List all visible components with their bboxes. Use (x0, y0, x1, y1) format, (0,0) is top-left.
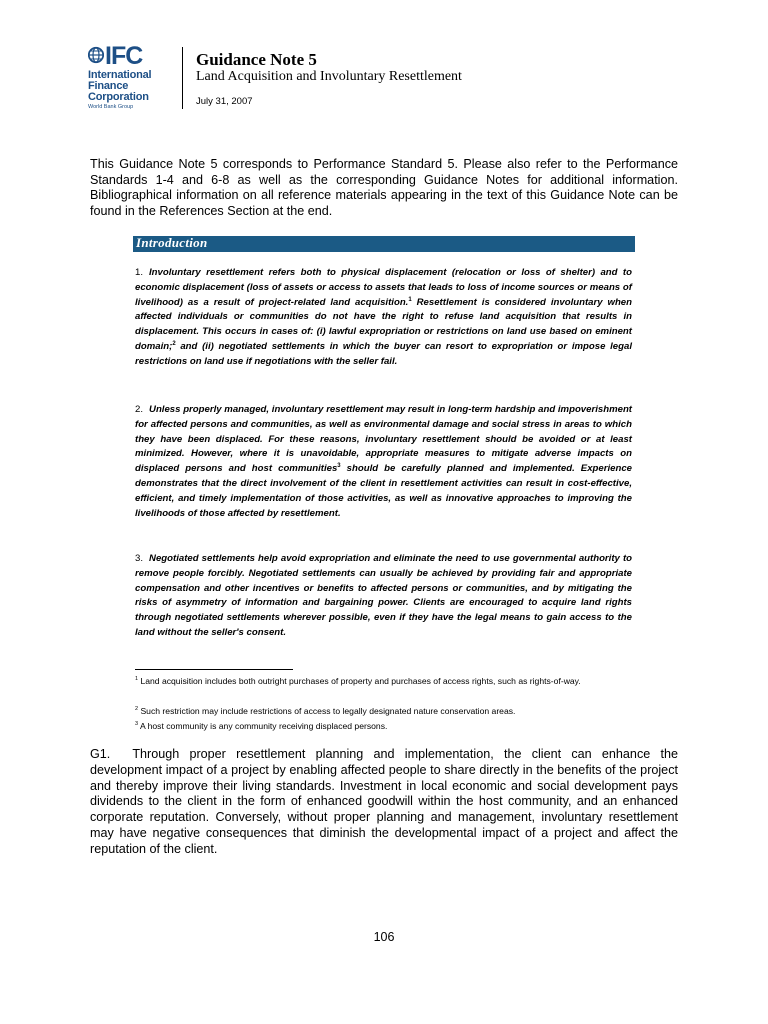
footnote-number: 1 (135, 676, 139, 683)
logo-line-2: Finance (88, 80, 129, 92)
intro-paragraph: This Guidance Note 5 corresponds to Performance Standard 5. Please also refer to the Performance Standards 1-4 and 6-8 as well as the corresponding Guidance Notes for additional information. Bibliographical information on all reference materials appearing in the text of this Guidance Note can be found in the References Section at the end. (90, 157, 678, 218)
logo-subtitle: World Bank Group (88, 104, 134, 110)
document-date: July 31, 2007 (196, 96, 253, 107)
footnote-ref: 3 (337, 463, 341, 469)
paragraph-number: 2. (135, 404, 144, 415)
paragraph-number: 3. (135, 553, 144, 564)
paragraph-number: 1. (135, 267, 144, 278)
ifc-logo (88, 44, 170, 114)
footnote-text: A host community is any community receiving displaced persons. (138, 721, 388, 731)
globe-icon (88, 45, 104, 65)
logo-line-1: International (88, 69, 152, 81)
paragraph-text: should be carefully planned and implemented. Experience demonstrates that the direct involvement of the client in resettlement activities can result in cost-effective, efficient, and timely implementation of those activities, as well as innovative approaches to improving the livelihoods of those affected by resettlement. (135, 463, 632, 519)
paragraph-text: and (ii) negotiated settlements in which the buyer can resort to expropriation or impose legal restrictions on land use if negotiations with the seller fail. (135, 340, 632, 367)
footnote-divider (135, 669, 293, 670)
page-subtitle: Land Acquisition and Involuntary Resettlement (196, 69, 462, 84)
section-title: Introduction (136, 235, 208, 250)
paragraph-text: Involuntary resettlement refers both to physical displacement (relocation or loss of shelter) and to economic displacement (loss of assets or access to assets that leads to loss of income sources or means of livelihood) as a result of project-related land acquisition. (135, 267, 632, 308)
footnote-number: 2 (135, 706, 139, 713)
paragraph-2 (135, 403, 632, 521)
footnote-number: 3 (135, 721, 139, 728)
section-header-bar (133, 236, 635, 252)
paragraph-1 (135, 266, 632, 370)
paragraph-text: Resettlement is considered involuntary when affected individuals or communities do not have the right to refuse land acquisition that results in displacement. This occurs in cases of: (i) lawful expropriation or restrictions on land use based on eminent domain; (135, 296, 632, 352)
footnote-text: Such restriction may include restrictions of access to legally designated nature conservation areas. (138, 706, 516, 716)
paragraph-text: Negotiated settlements help avoid expropriation and eliminate the need to use governmental authority to remove people forcibly. Negotiated settlements can usually be achieved by providing fair and appropriate compensation and other incentives or benefits to affected persons or communities, and by mitigating the risks of asymmetry of information and bargaining power. Clients are encouraged to acquire land rights through negotiated settlements wherever possible, even if they have the legal means to gain access to the land without the seller's consent. (135, 553, 632, 638)
guidance-label: G1. (90, 747, 111, 761)
footnote-2 (135, 703, 635, 719)
header-divider (182, 47, 183, 109)
footnote-1 (135, 673, 635, 689)
footnote-ref: 1 (408, 296, 412, 303)
guidance-paragraph-g1 (90, 747, 678, 858)
guidance-text: Through proper resettlement planning and implementation, the client can enhance the development impact of a project by enabling affected people to share directly in the benefits of the project and thereby improve their living standards. Investment in local economic and social development pays dividends to the client in the form of enhanced goodwill within the host community, and an enhanced corporate reputation. Conversely, without proper planning and management, involuntary resettlement may have negative consequences that diminish the developmental impact of a project and affect the reputation of the client. (90, 747, 678, 856)
footnote-text: Land acquisition includes both outright purchases of property and purchases of access rights, such as rights-of-way. (138, 676, 581, 686)
paragraph-3 (135, 552, 632, 641)
logo-mark-text: IFC (105, 42, 143, 70)
document-header (88, 44, 688, 114)
footnote-ref: 2 (172, 340, 176, 347)
page-number: 106 (373, 930, 395, 944)
footnote-3 (135, 718, 635, 734)
page-title: Guidance Note 5 (196, 50, 317, 69)
paragraph-text: Unless properly managed, involuntary resettlement may result in long-term hardship and impoverishment for affected persons and communities, as well as environmental damage and social stress in areas to which they have been displaced. For these reasons, involuntary resettlement should be avoided or at least minimized. However, where it is unavoidable, appropriate measures to mitigate adverse impacts on displaced persons and host communities (135, 404, 632, 475)
logo-line-3: Corporation (88, 91, 149, 103)
